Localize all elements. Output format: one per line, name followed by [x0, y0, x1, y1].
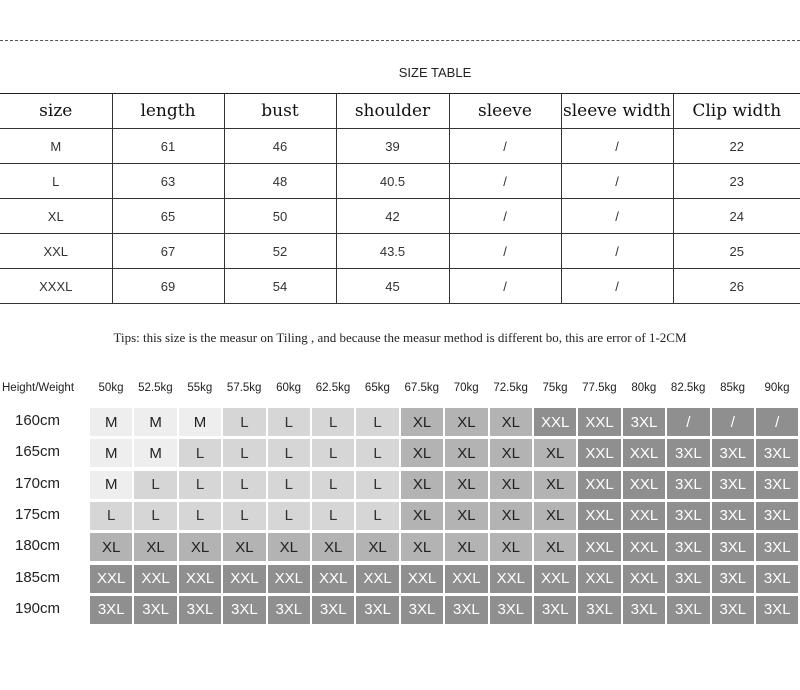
size-cell: XL	[89, 532, 133, 562]
weight-column-header: 90kg	[764, 382, 790, 394]
size-cell: M	[133, 438, 177, 468]
size-cell: L	[222, 470, 266, 500]
size-table-cell: /	[449, 234, 561, 269]
size-cell: 3XL	[711, 501, 755, 531]
height-weight-corner-label: Height/Weight	[2, 382, 75, 394]
size-table-cell: /	[449, 269, 561, 304]
size-table-cell: 40.5	[336, 164, 449, 199]
size-cell: XXL	[222, 564, 266, 594]
height-row	[0, 532, 800, 562]
size-table-row	[0, 129, 800, 164]
size-table-cell: XL	[0, 199, 112, 234]
col-header-sleeve: sleeve	[449, 94, 561, 129]
size-cell: 3XL	[133, 595, 177, 625]
size-cell: 3XL	[533, 595, 577, 625]
size-cell: XXL	[311, 564, 355, 594]
size-cell: XL	[311, 532, 355, 562]
weight-column-header: 70kg	[453, 382, 479, 394]
size-cell: 3XL	[711, 532, 755, 562]
size-cell: XXL	[444, 564, 488, 594]
size-cell: XL	[489, 470, 533, 500]
size-table-cell: /	[561, 164, 673, 199]
col-header-length: length	[112, 94, 224, 129]
size-cell: L	[222, 438, 266, 468]
height-row-label: 190cm	[15, 599, 61, 617]
size-cell: XXL	[622, 532, 666, 562]
size-table	[0, 93, 800, 304]
size-cell: XXL	[622, 564, 666, 594]
size-cell: XXL	[577, 438, 621, 468]
size-table-row	[0, 234, 800, 269]
size-cell: 3XL	[711, 564, 755, 594]
size-cell: XXL	[577, 407, 621, 437]
size-cell: 3XL	[755, 532, 799, 562]
size-cell: 3XL	[755, 501, 799, 531]
height-row-label: 160cm	[15, 412, 61, 429]
size-cell: L	[355, 407, 399, 437]
size-cell: XL	[178, 532, 222, 562]
size-cell: L	[267, 501, 311, 531]
size-cell: L	[311, 501, 355, 531]
size-cell: 3XL	[666, 501, 710, 531]
size-cell: XXL	[178, 564, 222, 594]
size-cell: 3XL	[622, 407, 666, 437]
size-table-cell: XXL	[0, 234, 112, 269]
size-cell: XL	[533, 438, 577, 468]
size-cell: XXL	[577, 501, 621, 531]
size-cell: XXL	[577, 564, 621, 594]
size-table-cell: /	[561, 199, 673, 234]
size-table-cell: /	[561, 234, 673, 269]
weight-column-header: 77.5kg	[582, 382, 617, 394]
height-weight-header	[0, 378, 800, 400]
size-cell: XL	[444, 501, 488, 531]
size-cell: M	[89, 438, 133, 468]
size-cell: 3XL	[711, 438, 755, 468]
size-cell: 3XL	[666, 438, 710, 468]
size-table-cell: 24	[673, 199, 800, 234]
size-cell: L	[311, 470, 355, 500]
weight-column-header: 72.5kg	[493, 382, 528, 394]
size-cell: XL	[533, 501, 577, 531]
height-row	[0, 501, 800, 531]
size-cell: XXL	[622, 470, 666, 500]
size-cell: 3XL	[666, 532, 710, 562]
size-cell: XXL	[577, 470, 621, 500]
size-cell: XXL	[533, 407, 577, 437]
size-cell: XL	[400, 470, 444, 500]
size-cell: 3XL	[666, 564, 710, 594]
size-cell: L	[355, 438, 399, 468]
size-cell: 3XL	[711, 470, 755, 500]
size-table-cell: 22	[673, 129, 800, 164]
size-table-cell: 54	[224, 269, 336, 304]
size-cell: XXL	[533, 564, 577, 594]
size-cell: 3XL	[267, 595, 311, 625]
size-table-row	[0, 199, 800, 234]
size-cell: /	[755, 407, 799, 437]
size-cell: XXL	[577, 532, 621, 562]
size-table-cell: /	[561, 269, 673, 304]
size-cell: 3XL	[577, 595, 621, 625]
size-cell: L	[222, 407, 266, 437]
height-row-label: 165cm	[15, 443, 61, 461]
size-table-cell: 25	[673, 234, 800, 269]
weight-column-header: 85kg	[720, 382, 746, 394]
size-table-cell: 65	[112, 199, 224, 234]
size-cell: XL	[489, 438, 533, 468]
size-cell: 3XL	[311, 595, 355, 625]
size-table-cell: 63	[112, 164, 224, 199]
size-table-cell: M	[0, 129, 112, 164]
size-cell: L	[355, 501, 399, 531]
size-table-cell: 52	[224, 234, 336, 269]
size-cell: L	[133, 501, 177, 531]
size-cell: 3XL	[755, 438, 799, 468]
size-cell: XL	[355, 532, 399, 562]
weight-column-header: 55kg	[187, 382, 213, 394]
size-table-cell: 42	[336, 199, 449, 234]
size-cell: 3XL	[666, 470, 710, 500]
size-table-cell: XXXL	[0, 269, 112, 304]
size-table-cell: 50	[224, 199, 336, 234]
size-cell: XL	[133, 532, 177, 562]
size-table-cell: /	[449, 129, 561, 164]
weight-column-header: 62.5kg	[315, 382, 351, 394]
size-table-cell: 45	[336, 269, 449, 304]
col-header-size: size	[0, 94, 112, 129]
height-row	[0, 470, 800, 500]
size-cell: XXL	[89, 564, 133, 594]
size-cell: XL	[267, 532, 311, 562]
size-cell: XXL	[355, 564, 399, 594]
weight-column-header: 65kg	[364, 382, 390, 394]
size-cell: XL	[444, 532, 488, 562]
weight-column-header: 67.5kg	[404, 382, 440, 394]
tips-text: Tips: this size is the measur on Tiling , and because the measur method is different bo, this are error of 1-2CM	[113, 330, 687, 345]
size-cell: XL	[400, 438, 444, 468]
size-cell: XXL	[133, 564, 177, 594]
size-cell: XL	[489, 532, 533, 562]
size-cell: XL	[444, 438, 488, 468]
size-cell: L	[267, 470, 311, 500]
size-cell: L	[311, 407, 355, 437]
col-header-sleeve-width: sleeve width	[561, 94, 673, 129]
col-header-bust: bust	[224, 94, 336, 129]
dashed-divider	[0, 40, 800, 41]
size-cell: L	[222, 501, 266, 531]
size-cell: XL	[533, 470, 577, 500]
weight-column-header: 60kg	[276, 382, 302, 394]
size-table-cell: /	[561, 129, 673, 164]
size-cell: 3XL	[755, 595, 799, 625]
size-cell: 3XL	[444, 595, 488, 625]
size-table-cell: 48	[224, 164, 336, 199]
size-cell: XXL	[622, 501, 666, 531]
size-cell: 3XL	[666, 595, 710, 625]
size-cell: M	[89, 407, 133, 437]
size-cell: XL	[400, 501, 444, 531]
size-table-cell: 67	[112, 234, 224, 269]
weight-column-header: 82.5kg	[670, 382, 706, 394]
size-cell: /	[711, 407, 755, 437]
size-cell: 3XL	[622, 595, 666, 625]
size-cell: L	[267, 407, 311, 437]
size-cell: XL	[222, 532, 266, 562]
size-table-header-row	[0, 94, 800, 129]
height-row-label: 170cm	[15, 474, 61, 492]
size-cell: M	[133, 407, 177, 437]
height-row-label: 175cm	[15, 505, 61, 523]
size-table-cell: 39	[336, 129, 449, 164]
height-row-label: 185cm	[15, 568, 61, 586]
size-cell: /	[666, 407, 710, 437]
weight-column-header: 57.5kg	[226, 382, 262, 394]
size-table-cell: L	[0, 164, 112, 199]
height-row	[0, 407, 800, 437]
size-cell: XL	[489, 501, 533, 531]
height-row	[0, 595, 800, 625]
size-cell: L	[178, 438, 222, 468]
size-cell: XXL	[622, 438, 666, 468]
size-cell: 3XL	[489, 595, 533, 625]
size-cell: XL	[444, 470, 488, 500]
size-cell: L	[89, 501, 133, 531]
col-header-clip-width: Clip width	[673, 94, 800, 129]
size-cell: XL	[400, 532, 444, 562]
size-cell: 3XL	[178, 595, 222, 625]
size-table-cell: 46	[224, 129, 336, 164]
size-cell: L	[178, 501, 222, 531]
height-row	[0, 564, 800, 594]
size-cell: L	[355, 470, 399, 500]
size-cell: 3XL	[89, 595, 133, 625]
size-table-cell: 43.5	[336, 234, 449, 269]
size-table-row	[0, 164, 800, 199]
size-cell: XL	[489, 407, 533, 437]
size-cell: L	[267, 438, 311, 468]
size-table-cell: 23	[673, 164, 800, 199]
size-table-row	[0, 269, 800, 304]
size-cell: XXL	[489, 564, 533, 594]
size-cell: XXL	[400, 564, 444, 594]
weight-column-header: 50kg	[98, 382, 124, 394]
weight-column-header: 75kg	[542, 382, 568, 394]
weight-column-header: 52.5kg	[138, 382, 173, 394]
size-cell: XXL	[267, 564, 311, 594]
size-cell: M	[89, 470, 133, 500]
size-cell: 3XL	[711, 595, 755, 625]
size-cell: M	[178, 407, 222, 437]
size-cell: 3XL	[355, 595, 399, 625]
size-cell: L	[133, 470, 177, 500]
size-cell: 3XL	[755, 564, 799, 594]
col-header-shoulder: shoulder	[336, 94, 449, 129]
size-table-cell: /	[449, 164, 561, 199]
size-cell: 3XL	[222, 595, 266, 625]
height-row-label: 180cm	[15, 537, 61, 555]
size-table-cell: 69	[112, 269, 224, 304]
size-table-cell: 61	[112, 129, 224, 164]
size-cell: 3XL	[755, 470, 799, 500]
size-cell: 3XL	[400, 595, 444, 625]
weight-column-header: 80kg	[631, 382, 657, 394]
size-cell: XL	[400, 407, 444, 437]
size-cell: XL	[533, 532, 577, 562]
size-cell: L	[311, 438, 355, 468]
size-table-title: SIZE TABLE	[398, 65, 472, 80]
size-table-cell: 26	[673, 269, 800, 304]
size-table-cell: /	[449, 199, 561, 234]
size-cell: XL	[444, 407, 488, 437]
height-row	[0, 438, 800, 468]
size-cell: L	[178, 470, 222, 500]
